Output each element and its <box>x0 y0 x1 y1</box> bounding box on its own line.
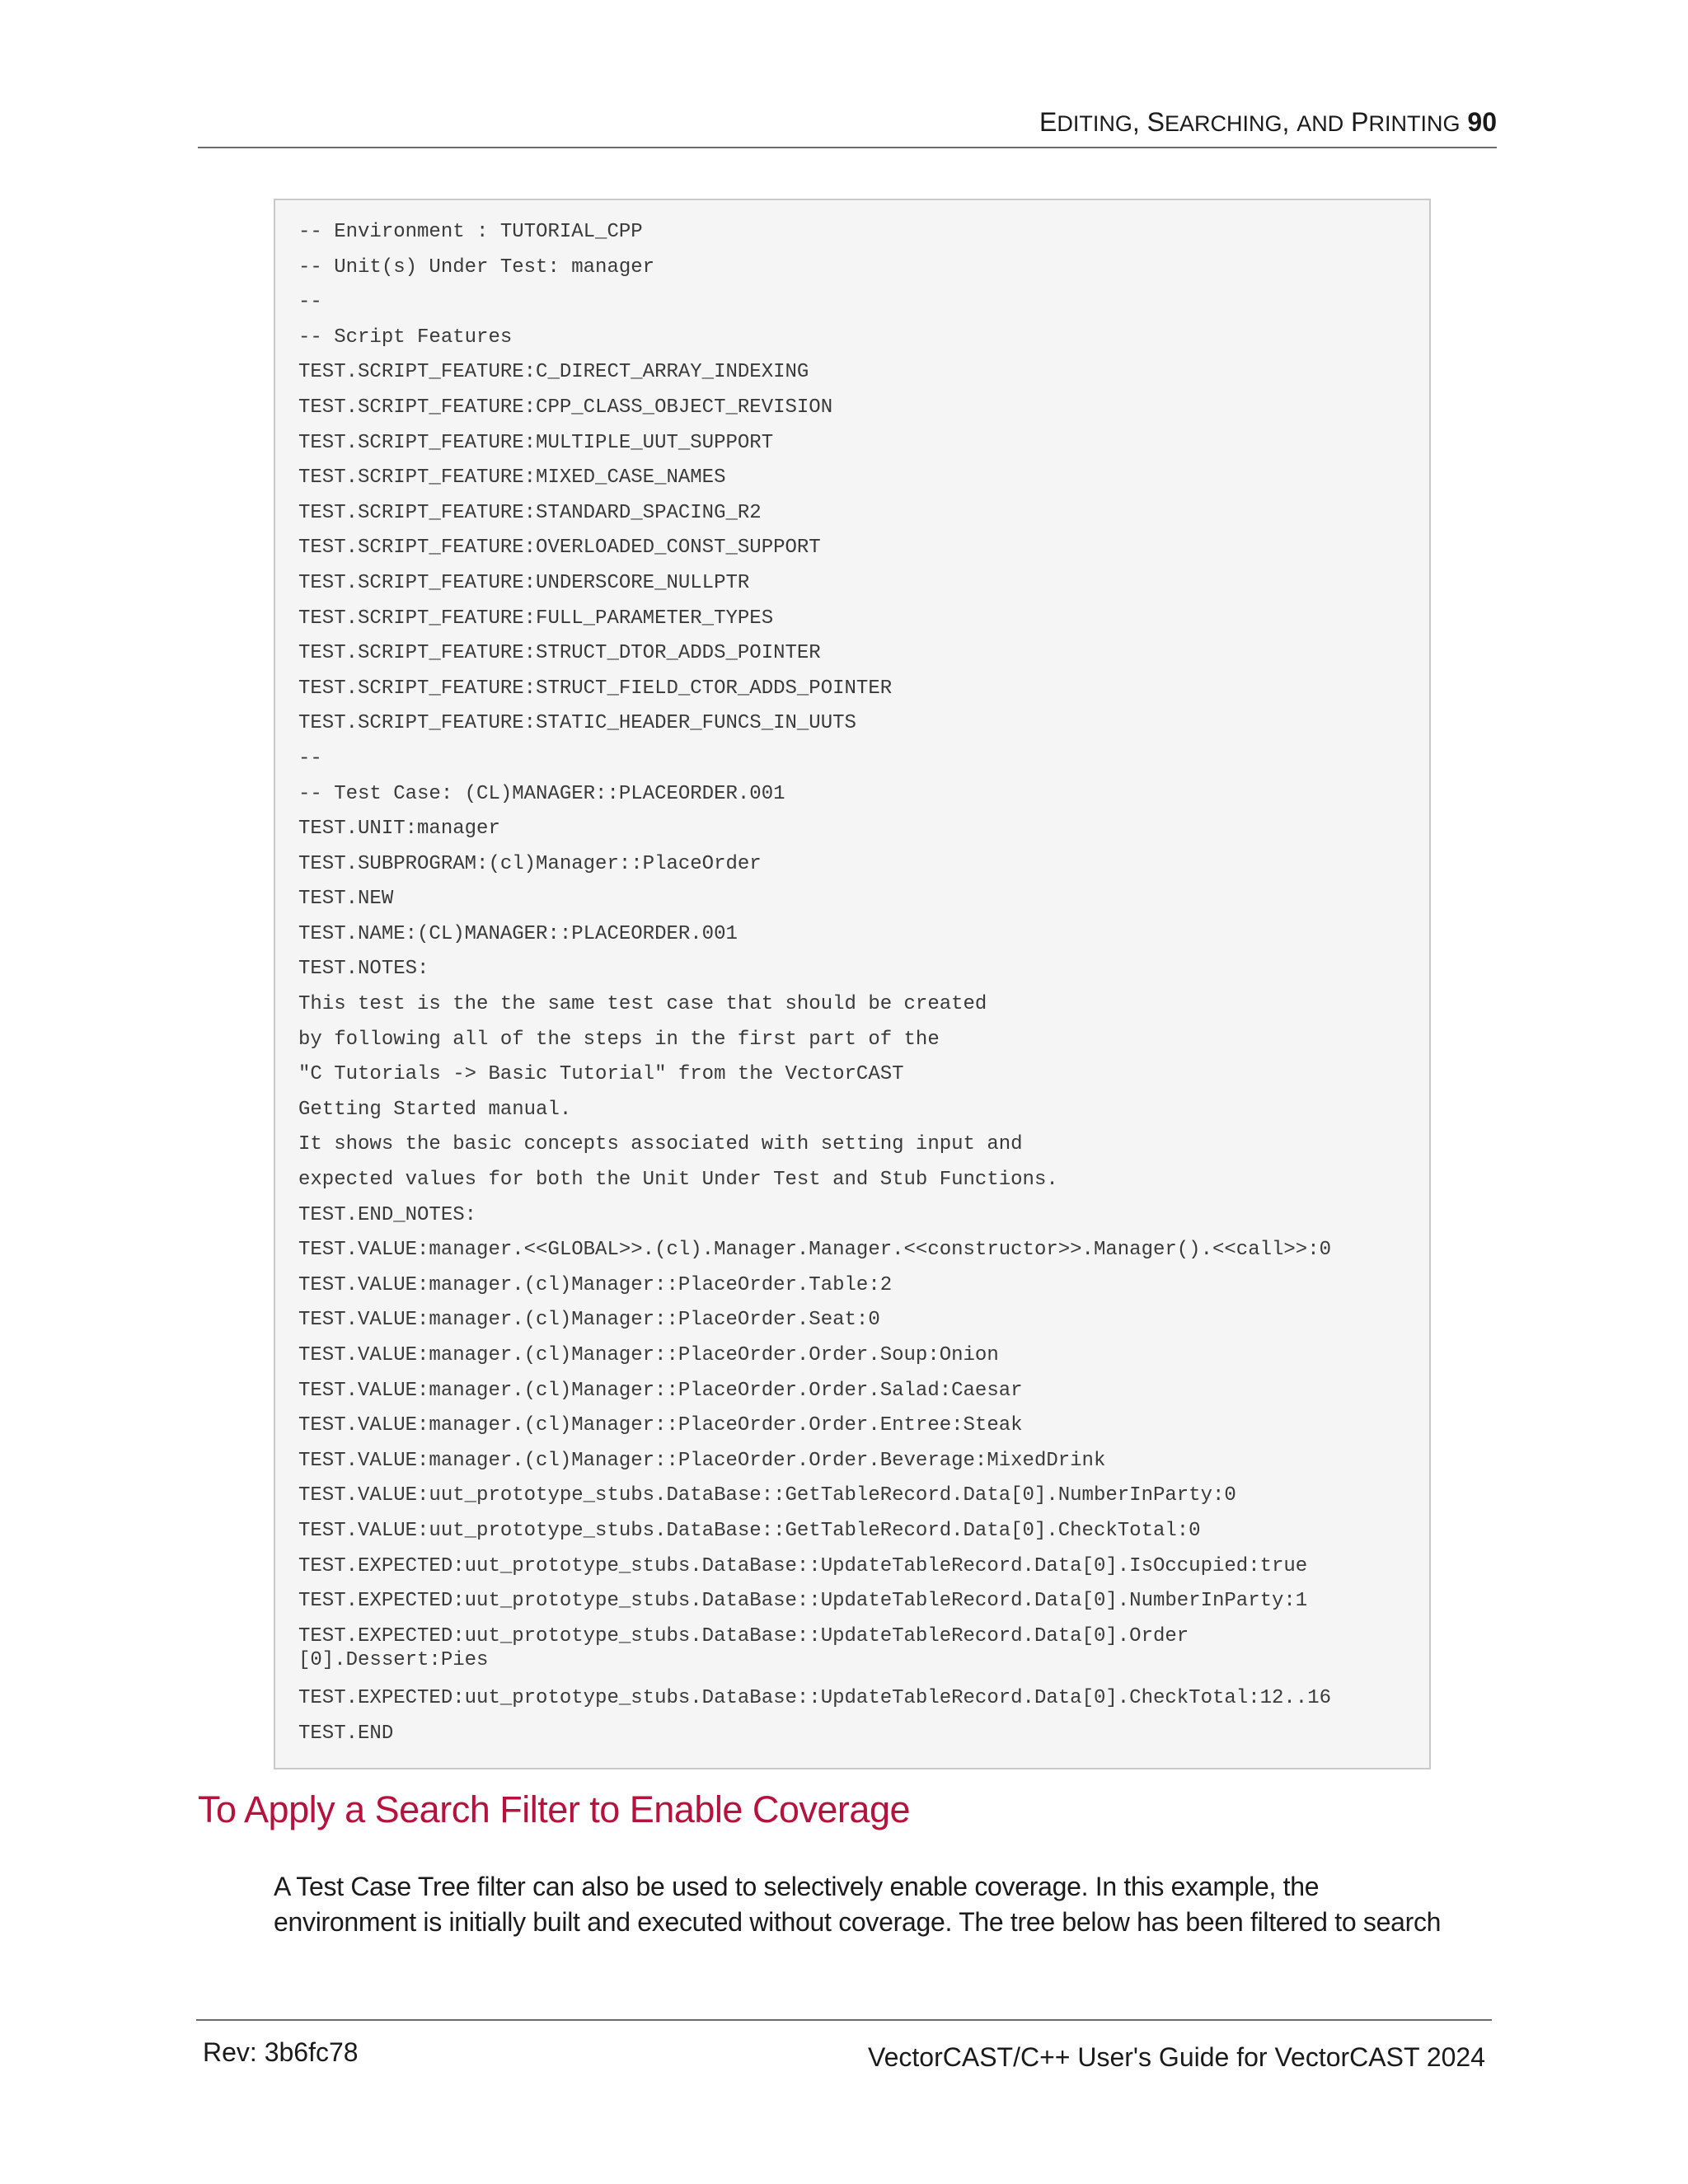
title-word-printing: PRINTING <box>1351 107 1461 137</box>
code-line: -- <box>298 747 322 770</box>
code-line: TEST.EXPECTED:uut_prototype_stubs.DataBase::UpdateTableRecord.Data[0].CheckTotal:12..16 <box>298 1687 1332 1710</box>
paragraph-line: A Test Case Tree filter can also be used to selectively enable coverage. In this example, the <box>274 1872 1320 1901</box>
code-line: TEST.SCRIPT_FEATURE:UNDERSCORE_NULLPTR <box>298 571 750 594</box>
code-line: It shows the basic concepts associated with setting input and <box>298 1133 1023 1156</box>
section-heading: To Apply a Search Filter to Enable Coverage <box>198 1788 910 1830</box>
code-line: TEST.VALUE:manager.(cl)Manager::PlaceOrder.Order.Beverage:MixedDrink <box>298 1449 1106 1472</box>
code-line: TEST.SUBPROGRAM:(cl)Manager::PlaceOrder <box>298 852 762 875</box>
code-line: TEST.VALUE:manager.(cl)Manager::PlaceOrder.Order.Salad:Caesar <box>298 1379 1023 1402</box>
code-line: TEST.EXPECTED:uut_prototype_stubs.DataBase::UpdateTableRecord.Data[0].IsOccupied:true <box>298 1554 1308 1577</box>
header-section-title <box>1039 105 1497 140</box>
code-line: -- <box>298 291 322 314</box>
code-line: TEST.SCRIPT_FEATURE:OVERLOADED_CONST_SUPPORT <box>298 537 821 560</box>
section-paragraph <box>274 1869 1510 1940</box>
code-line: TEST.SCRIPT_FEATURE:CPP_CLASS_OBJECT_REVISION <box>298 396 833 419</box>
code-block <box>274 199 1431 1769</box>
code-line: by following all of the steps in the first part of the <box>298 1028 940 1051</box>
code-line: TEST.VALUE:manager.<<GLOBAL>>.(cl).Manager.Manager.<<constructor>>.Manager().<<call>>:0 <box>298 1239 1332 1262</box>
code-line: TEST.SCRIPT_FEATURE:MULTIPLE_UUT_SUPPORT <box>298 431 774 454</box>
code-line: Getting Started manual. <box>298 1098 572 1121</box>
page-number: 90 <box>1467 107 1497 137</box>
code-line: TEST.VALUE:manager.(cl)Manager::PlaceOrder.Seat:0 <box>298 1309 880 1332</box>
code-line: TEST.VALUE:manager.(cl)Manager::PlaceOrder.Order.Entree:Steak <box>298 1414 1023 1437</box>
code-line: TEST.END <box>298 1722 394 1745</box>
code-line: "C Tutorials -> Basic Tutorial" from the VectorCAST <box>298 1063 904 1086</box>
code-line: This test is the the same test case that should be created <box>298 993 987 1016</box>
code-line: -- Test Case: (CL)MANAGER::PLACEORDER.001 <box>298 782 785 805</box>
code-line: TEST.SCRIPT_FEATURE:STRUCT_FIELD_CTOR_ADDS_POINTER <box>298 677 893 700</box>
code-line: -- Unit(s) Under Test: manager <box>298 255 655 279</box>
code-line: TEST.VALUE:uut_prototype_stubs.DataBase::GetTableRecord.Data[0].NumberInParty:0 <box>298 1484 1236 1507</box>
code-line: TEST.EXPECTED:uut_prototype_stubs.DataBase::UpdateTableRecord.Data[0].NumberInParty:1 <box>298 1590 1308 1613</box>
title-word-and: AND <box>1296 111 1344 136</box>
footer-guide-title: VectorCAST/C++ User's Guide for VectorCAST 2024 <box>868 2042 1485 2072</box>
footer-divider <box>196 2019 1492 2021</box>
code-line: TEST.NAME:(CL)MANAGER::PLACEORDER.001 <box>298 922 738 945</box>
page-header <box>198 105 1497 148</box>
title-word-searching: SEARCHING, <box>1146 107 1297 137</box>
footer-revision: Rev: 3b6fc78 <box>203 2037 359 2067</box>
code-line: TEST.SCRIPT_FEATURE:C_DIRECT_ARRAY_INDEXING <box>298 361 809 384</box>
code-line: TEST.SCRIPT_FEATURE:MIXED_CASE_NAMES <box>298 466 726 490</box>
paragraph-line: environment is initially built and executed without coverage. The tree below has been filtered to search <box>274 1907 1442 1937</box>
code-line: TEST.VALUE:manager.(cl)Manager::PlaceOrder.Order.Soup:Onion <box>298 1344 999 1366</box>
code-line: -- Script Features <box>298 326 513 349</box>
title-word-editing: EDITING, <box>1039 107 1147 137</box>
code-line: TEST.END_NOTES: <box>298 1203 477 1226</box>
code-line: -- Environment : TUTORIAL_CPP <box>298 221 643 243</box>
code-line: TEST.NOTES: <box>298 958 429 981</box>
code-line: TEST.EXPECTED:uut_prototype_stubs.DataBase::UpdateTableRecord.Data[0].Order <box>298 1624 1189 1647</box>
code-line: TEST.SCRIPT_FEATURE:FULL_PARAMETER_TYPES <box>298 607 774 630</box>
code-line: TEST.SCRIPT_FEATURE:STATIC_HEADER_FUNCS_IN_UUTS <box>298 712 856 735</box>
code-line: TEST.VALUE:manager.(cl)Manager::PlaceOrder.Table:2 <box>298 1273 893 1296</box>
code-line: TEST.SCRIPT_FEATURE:STANDARD_SPACING_R2 <box>298 501 762 524</box>
code-line: TEST.VALUE:uut_prototype_stubs.DataBase::GetTableRecord.Data[0].CheckTotal:0 <box>298 1519 1201 1542</box>
code-line: TEST.SCRIPT_FEATURE:STRUCT_DTOR_ADDS_POINTER <box>298 642 821 665</box>
code-line: TEST.NEW <box>298 888 394 911</box>
code-line: [0].Dessert:Pies <box>298 1649 489 1672</box>
code-line: TEST.UNIT:manager <box>298 818 500 841</box>
code-line: expected values for both the Unit Under Test and Stub Functions. <box>298 1169 1058 1192</box>
